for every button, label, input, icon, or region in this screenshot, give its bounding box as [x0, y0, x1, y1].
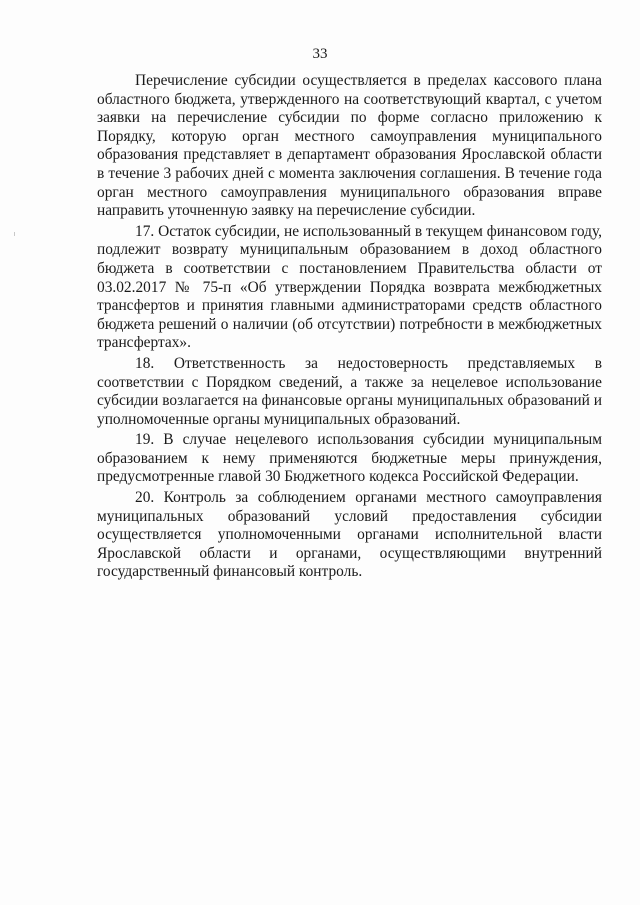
paragraph-transfer: Перечисление субсидии осуществляется в пределах кассового плана областного бюджета, утвержденного на соответствующий квартал, с учетом заявки на перечисление субсидии по форме согласно приложению к Порядку, которую орган местного самоуправления муниципального образования представляет в департамент образования Ярославской области в течение 3 рабочих дней с момента заключения соглашения. В течение года орган местного самоуправления муниципального образования вправе направить уточненную заявку на перечисление субсидии. — [97, 72, 602, 220]
page-number: 33 — [312, 46, 328, 62]
document-body — [97, 72, 602, 582]
paragraph-19: 19. В случае нецелевого использования субсидии муниципальным образованием к нему применяются бюджетные меры принуждения, предусмотренные главой 30 Бюджетного кодекса Российской Федерации. — [97, 431, 602, 486]
paragraph-20: 20. Контроль за соблюдением органами местного самоуправления муниципальных образований условий предоставления субсидии осуществляется уполномоченными органами исполнительной власти Ярославской области и органами, осуществляющими внутренний государственный финансовый контроль. — [97, 489, 602, 581]
paragraph-18: 18. Ответственность за недостоверность представляемых в соответствии с Порядком сведений, а также за нецелевое использование субсидии возлагается на финансовые органы муниципальных образований и уполномоченные органы муниципальных образований. — [97, 354, 602, 428]
paragraph-17: 17. Остаток субсидии, не использованный в текущем финансовом году, подлежит возврату муниципальным образованием в доход областного бюджета в соответствии с постановлением Правительства области от 03.02.2017 № 75-п «Об утверждении Порядка возврата межбюджетных трансфертов и принятия главными администраторами средств областного бюджета решений о наличии (об отсутствии) потребности в межбюджетных трансфертах». — [97, 222, 602, 352]
scan-mark — [14, 232, 15, 236]
